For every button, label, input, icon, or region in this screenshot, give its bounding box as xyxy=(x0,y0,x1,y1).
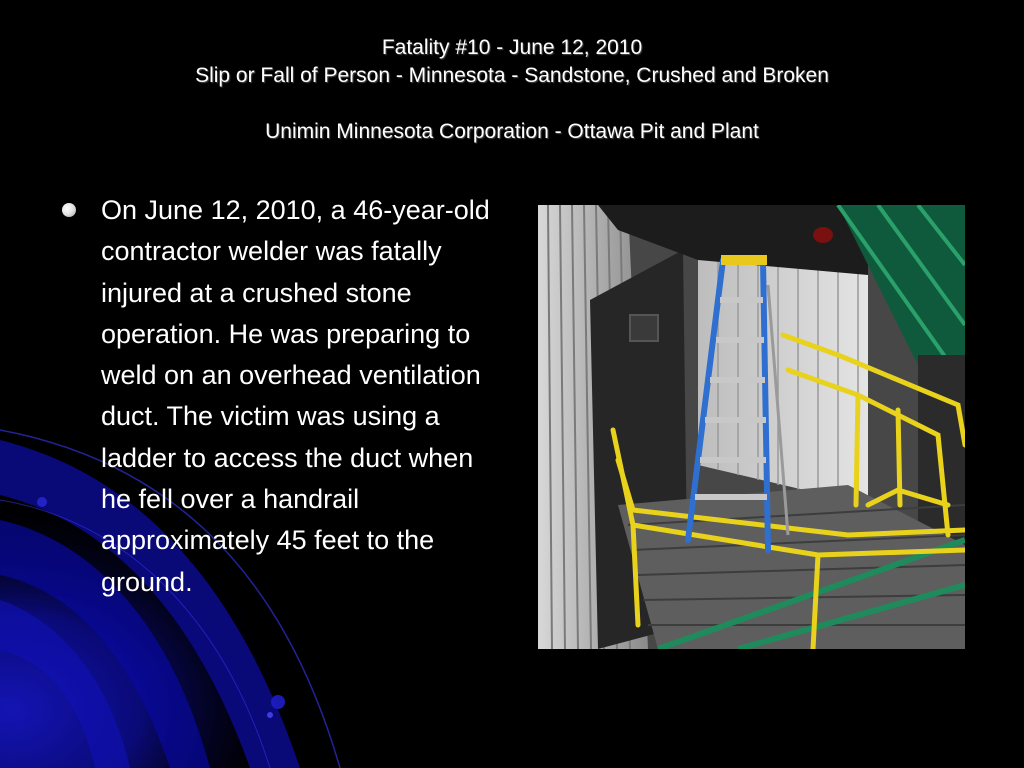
accident-scene-photo xyxy=(538,205,965,649)
title-line-company: Unimin Minnesota Corporation - Ottawa Pit and Plant xyxy=(265,120,759,143)
slide-title xyxy=(0,34,1024,146)
bullet-icon xyxy=(62,203,76,217)
bullet-item-text: On June 12, 2010, a 46-year-old contractor welder was fatally injured at a crushed stone operation. He was preparing to weld on an overhead ventilation duct. The victim was using a ladder to access the duct when he fell over a handrail approximately 45 feet to the ground. xyxy=(101,195,490,597)
ladder-stairway-image xyxy=(538,205,965,649)
title-line-fatality: Fatality #10 - June 12, 2010 xyxy=(381,36,643,59)
title-line-category: Slip or Fall of Person - Minnesota - Sandstone, Crushed and Broken xyxy=(195,64,829,87)
